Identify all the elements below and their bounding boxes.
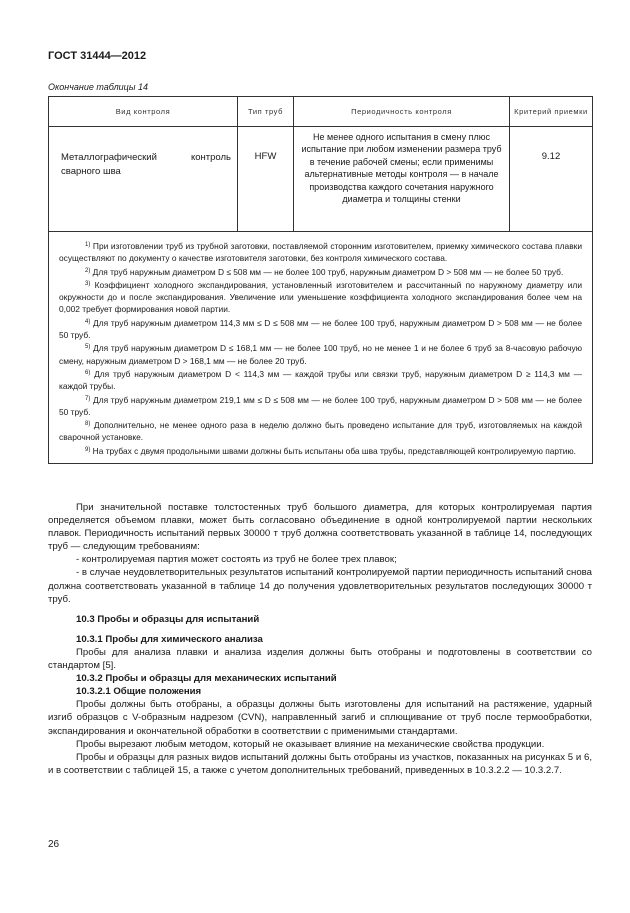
cell-period: Не менее одного испытания в смену плюс испытание при любом изменении размера труб в течение рабочей смены; если применимы альтернативные методы контроля — в начале производства каждого сочетания наружного диаметра и толщины стенки xyxy=(294,127,510,232)
header-criteria: Критерий приемки xyxy=(510,97,593,127)
list-item: - в случае неудовлетворительных результатов испытаний контролируемой партии периодичность испытаний снова должна соответствовать указанной в таблице 14 до получения удовлетворительных результатов последующих 30000 т труб. xyxy=(48,567,592,605)
footnote-text: На трубах с двумя продольными швами должны быть испытаны оба шва трубы, представляющей контролируемую партию. xyxy=(92,445,577,456)
footnote-mark: 9) xyxy=(85,446,91,453)
footnote xyxy=(59,418,582,444)
table-row xyxy=(49,127,593,232)
section-heading: 10.3.2.1 Общие положения xyxy=(76,686,202,698)
cell-kind-line2: сварного шва xyxy=(61,166,121,177)
paragraph: Пробы вырезают любым методом, который не оказывает влияние на механические свойства продукции. xyxy=(76,738,545,750)
paragraph: Пробы для анализа плавки и анализа изделия должны быть отобраны и подготовлены в соответствии со стандартом [5]. xyxy=(48,646,592,672)
footnote xyxy=(59,444,582,457)
footnote xyxy=(59,393,582,419)
footnote-mark: 8) xyxy=(85,421,91,428)
footnote-mark: 3) xyxy=(85,280,91,287)
cell-kind xyxy=(49,127,238,232)
footnote xyxy=(59,278,582,316)
footnote-text: Для труб наружным диаметром D ≤ 168,1 мм — не более 100 труб, но не менее 1 и не более 6 труб за 8-часовую рабочую смену, наружным диаметром D > 168,1 мм — не более 20 труб. xyxy=(59,343,582,366)
footnote-text: Коэффициент холодного экспандирования, установленный изготовителем и рассчитанный по наружному диаметру или окружности до и после экспандирования. Увеличение или уменьшение коэффициента холодного экспандирования более чем на 0,002 требует формирования новой партии. xyxy=(59,279,582,315)
footnote xyxy=(59,341,582,367)
footnote-text: Для труб наружным диаметром D ≤ 508 мм — не более 100 труб, наружным диаметром D > 508 мм — не более 50 труб. xyxy=(92,266,564,277)
footnote xyxy=(59,265,582,278)
list-item: - контролируемая партия может состоять из труб не более трех плавок; xyxy=(76,554,397,566)
cell-kind-line1: Металлографический контроль xyxy=(61,152,231,163)
table-notes-row xyxy=(49,232,593,464)
footnote-text: Для труб наружным диаметром 219,1 мм ≤ D ≤ 508 мм — не более 100 труб, наружным диаметром D > 508 мм — не более 50 труб. xyxy=(59,394,583,417)
control-table xyxy=(48,96,593,464)
body-text xyxy=(48,501,592,777)
footnote-mark: 1) xyxy=(85,242,91,248)
paragraph: Пробы должны быть отобраны, а образцы должны быть изготовлены для испытаний на растяжение, ударный изгиб образцов с V-образным надрезом (CVN), направленный загиб и сплющивание от труб после термообработки, экспандирования и окончательной обработки в соответствии с применимыми стандартами. xyxy=(48,699,592,737)
footnote-text: Для труб наружным диаметром D < 114,3 мм — каждой трубы или связки труб, наружным диаметром D ≥ 114,3 мм — каждой трубы. xyxy=(59,368,583,392)
footnote-text: При изготовлении труб из трубной заготовки, поставляемой сторонним изготовителем, приемку химического состава плавки осуществляют по документу о качестве изготовителя заготовки, без контроля химического состава. xyxy=(59,241,583,264)
footnote-mark: 2) xyxy=(85,267,91,274)
table-caption: Окончание таблицы 14 xyxy=(48,82,148,92)
header-period: Периодичность контроля xyxy=(294,97,510,127)
header-type: Тип труб xyxy=(238,97,294,127)
footnote-text: Для труб наружным диаметром 114,3 мм ≤ D ≤ 508 мм — не более 100 труб, наружным диаметром D > 508 мм — не более 50 труб. xyxy=(59,317,582,341)
cell-criteria: 9.12 xyxy=(510,127,593,232)
footnote-mark: 4) xyxy=(85,318,91,325)
footnote xyxy=(59,316,582,342)
table-notes xyxy=(49,232,593,464)
footnote xyxy=(59,239,582,265)
paragraph: Пробы и образцы для разных видов испытаний должны быть отобраны из участков, показанных на рисунках 5 и 6, и в соответствии с таблицей 15, а также с учетом дополнительных требований, приведенных в 10.3.2.2 — 10.3.2.7. xyxy=(48,751,592,776)
page-number: 26 xyxy=(48,839,60,850)
section-heading: 10.3 Пробы и образцы для испытаний xyxy=(76,613,260,625)
footnote-mark: 7) xyxy=(85,395,91,402)
paragraph: При значительной поставке толстостенных труб большого диаметра, для которых контролируемая партия определяется объемом плавки, может быть согласовано объединение в одной контролируемой партии нескольких плавок. Периодичность испытаний первых 30000 т труб должна соответствовать указанной в таблице 14, последующих труб — следующим требованиям: xyxy=(48,502,592,553)
footnote-mark: 6) xyxy=(85,369,91,376)
footnote xyxy=(59,367,582,393)
table-header-row xyxy=(49,97,593,127)
footnote-mark: 5) xyxy=(85,344,91,351)
header-kind: Вид контроля xyxy=(49,97,238,127)
standard-header: ГОСТ 31444—2012 xyxy=(48,50,147,62)
footnote-text: Дополнительно, не менее одного раза в неделю должно быть проведено испытание для труб, изготовляемых на каждой сварочной установке. xyxy=(59,420,583,443)
section-heading: 10.3.1 Пробы для химического анализа xyxy=(76,633,263,645)
cell-type: HFW xyxy=(238,127,294,232)
section-heading: 10.3.2 Пробы и образцы для механических испытаний xyxy=(76,673,337,685)
